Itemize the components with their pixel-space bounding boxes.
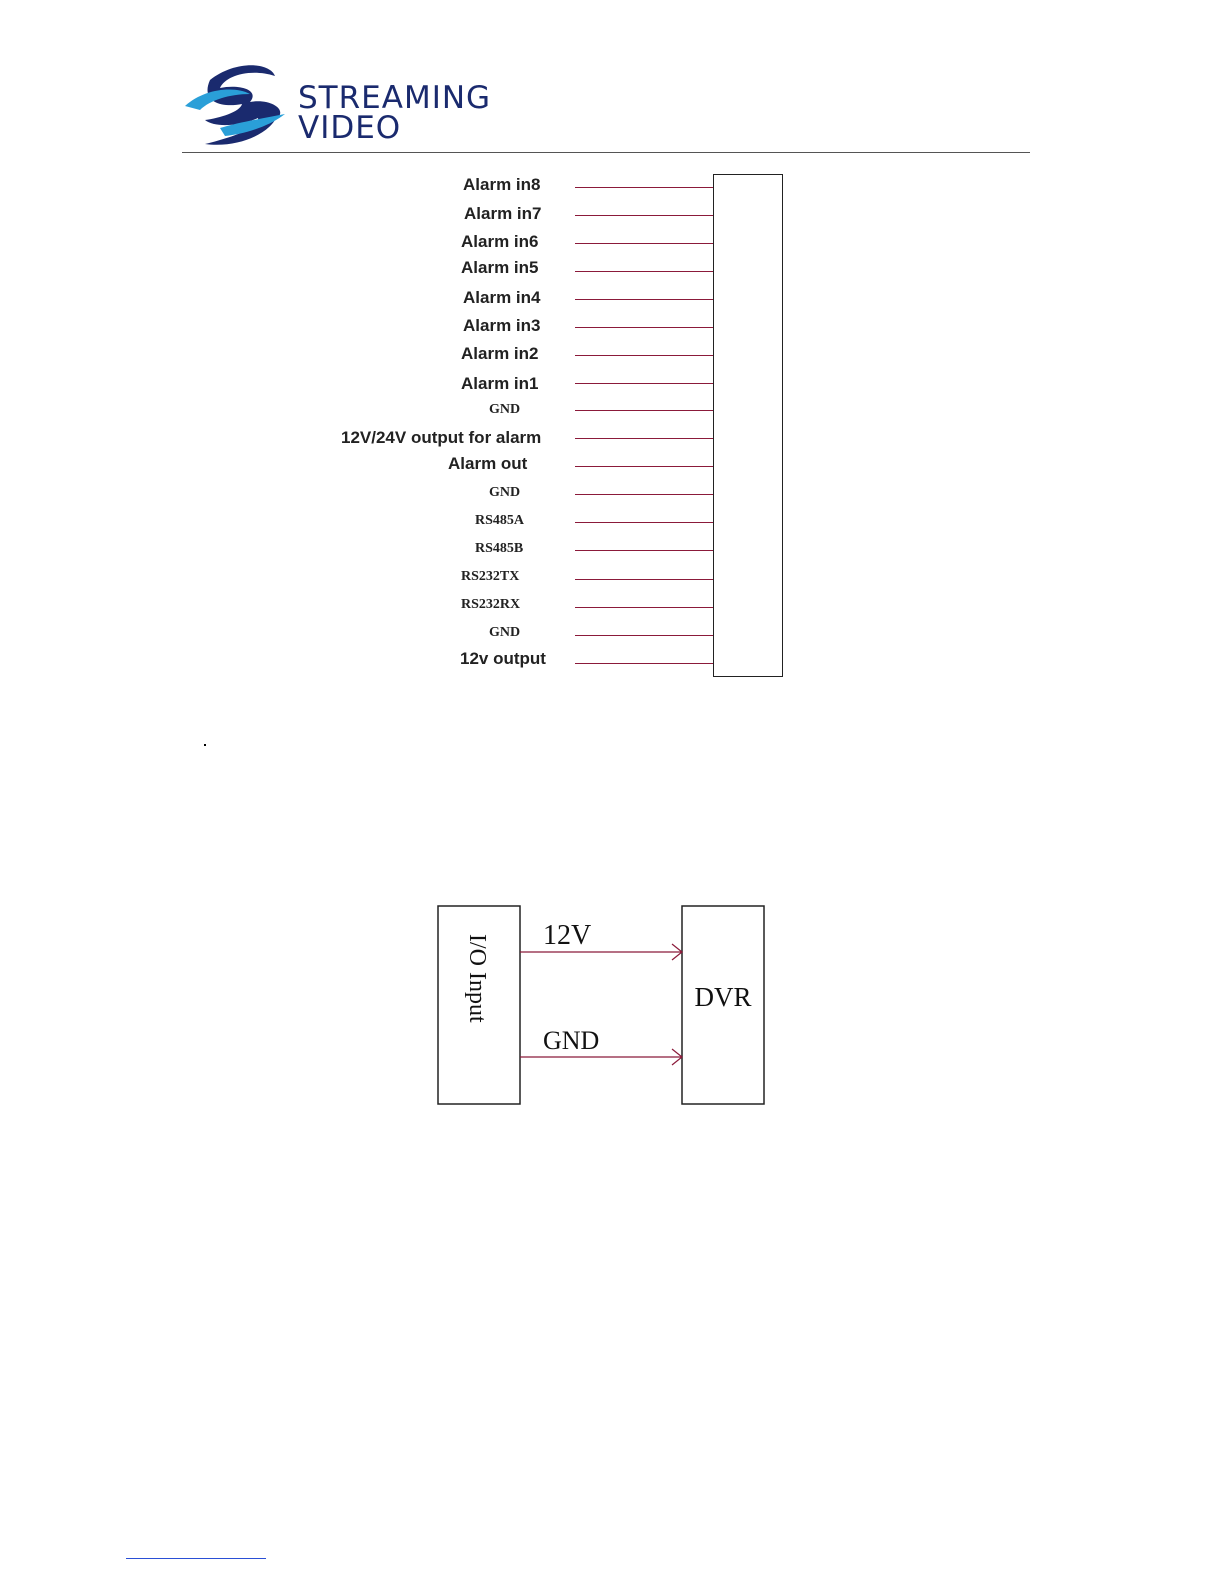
pin-label: RS485A xyxy=(475,513,525,528)
pin-label: GND xyxy=(489,625,521,640)
connector-block xyxy=(713,174,783,677)
header-divider xyxy=(182,152,1030,153)
pin-wire xyxy=(575,327,713,328)
pin-wire xyxy=(575,550,713,551)
pin-wire xyxy=(575,438,713,439)
pin-wire xyxy=(575,383,713,384)
pin-wire xyxy=(575,355,713,356)
stray-dot xyxy=(204,744,206,746)
io-input-label: I/O Input xyxy=(464,934,490,1023)
pin-label: 12v output xyxy=(460,649,546,668)
pin-wire xyxy=(575,522,713,523)
pin-wire xyxy=(575,579,713,580)
pin-wire xyxy=(575,243,713,244)
pin-label: GND xyxy=(489,485,521,500)
pin-label: RS232TX xyxy=(461,569,520,584)
pin-wire xyxy=(575,663,713,664)
io-dvr-diagram xyxy=(430,900,780,1115)
streaming-video-logo xyxy=(180,58,492,154)
brand-line2: VIDEO xyxy=(298,110,402,146)
footer-link-underline[interactable] xyxy=(126,1558,266,1559)
pin-wire xyxy=(575,494,713,495)
pin-label: Alarm in3 xyxy=(463,316,541,335)
dvr-label: DVR xyxy=(694,982,752,1012)
pin-label: GND xyxy=(489,402,521,417)
pin-wire xyxy=(575,299,713,300)
wire-gnd-label: GND xyxy=(543,1026,600,1055)
pin-wire xyxy=(575,607,713,608)
pin-label: Alarm in4 xyxy=(463,288,541,307)
pin-label: Alarm in8 xyxy=(463,175,541,194)
pin-wire xyxy=(575,410,713,411)
pin-label: Alarm in6 xyxy=(461,232,539,251)
pin-label: Alarm in2 xyxy=(461,344,539,363)
pin-label: RS485B xyxy=(475,541,524,556)
wire-12v-label: 12V xyxy=(543,920,592,951)
pin-wire xyxy=(575,215,713,216)
pin-wire xyxy=(575,187,713,188)
pin-label: RS232RX xyxy=(461,597,521,612)
pin-label: Alarm in7 xyxy=(464,204,542,223)
brand-line1: STREAMING xyxy=(298,80,492,116)
pin-label: Alarm out xyxy=(448,454,528,473)
pin-wire xyxy=(575,466,713,467)
pin-wire xyxy=(575,271,713,272)
pin-wire xyxy=(575,635,713,636)
pin-label: Alarm in5 xyxy=(461,258,539,277)
pin-label: 12V/24V output for alarm xyxy=(341,428,542,447)
pin-label: Alarm in1 xyxy=(461,374,539,393)
